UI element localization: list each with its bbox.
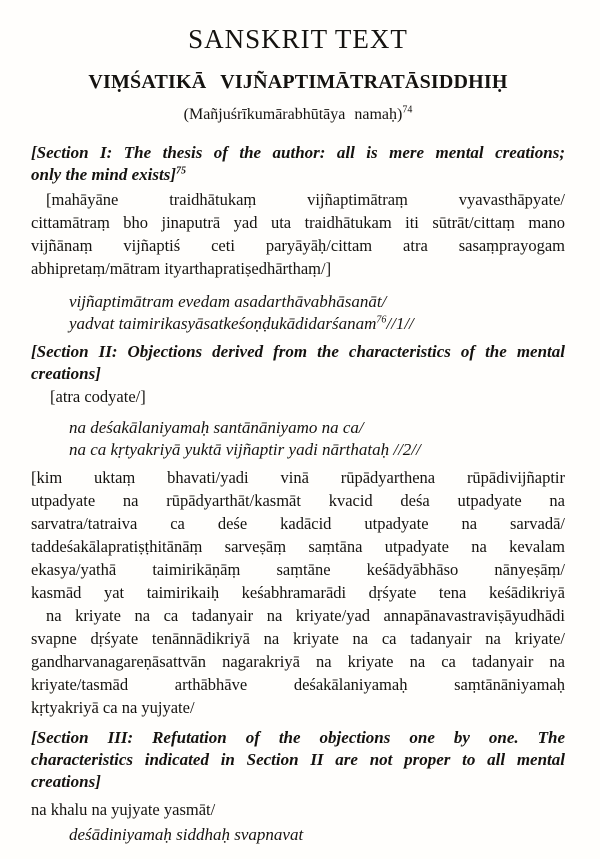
- paragraph-line: [kim uktaṃ bhavati/yadi vinā rūpādyarthena rūpādivijñaptir: [31, 468, 565, 487]
- paragraph-line: kasmād yat taimirikaiḥ keśabhramarādi dṛśyate tena keśādikriyā: [31, 583, 565, 602]
- main-heading: VIṂŚATIKĀ VIJÑAPTIMĀTRATĀSIDDHIḤ: [88, 71, 508, 93]
- section2-heading-line1: [Section II: Objections derived from the characteristics of the mental: [31, 342, 565, 361]
- page-title: SANSKRIT TEXT: [188, 24, 408, 54]
- paragraph-line: [mahāyāne traidhātukaṃ vijñaptimātraṃ vyavasthāpyate/: [46, 190, 565, 209]
- paragraph-line: svapne dṛśyate tenānnādikriyā na kriyate na ca tadanyair na kriyate/: [31, 629, 565, 648]
- section1-heading-line1: [Section I: The thesis of the author: all is mere mental creations;: [31, 143, 565, 162]
- paragraph-line: utpadyate na rūpādyarthāt/kasmāt kvacid deśa utpadyate na: [31, 491, 565, 510]
- paragraph-line: cittamātraṃ bho jinaputrā yad uta traidhātukam iti sūtrāt/cittaṃ mano: [31, 213, 565, 232]
- section1-heading-line2-text: only the mind exists]: [31, 165, 176, 184]
- paragraph-line: na kriyate na ca tadanyair na kriyate/yad annapānavastraviṣāyudhādi: [46, 606, 565, 625]
- verse-line-text: yadvat taimirikasyāsatkeśoṇḍukādidarśanam: [69, 313, 377, 333]
- section3-heading-line1: [Section III: Refutation of the objections one by one. The: [31, 728, 565, 747]
- verse-line: vijñaptimātram evedam asadarthāvabhāsanāt/: [69, 292, 387, 311]
- paragraph-line: abhipretaṃ/mātram ityarthapratiṣedhārthaṃ/]: [31, 259, 332, 278]
- section2-intro: [atra codyate/]: [50, 387, 146, 406]
- section2-heading-line2: creations]: [31, 364, 101, 383]
- footnote-ref-75: 75: [175, 165, 186, 177]
- paragraph-line: kriyate/tasmād arthābhāve deśakālaniyamaḥ saṃtānāniyamaḥ: [31, 675, 565, 694]
- section3-heading-line3: creations]: [31, 772, 101, 791]
- verse-2: [31, 417, 565, 460]
- verse-line: na ca kṛtyakriyā yuktā vijñaptir yadi nārthataḥ //2//: [69, 439, 421, 459]
- section3-prose-line: na khalu na yujyate yasmāt/: [31, 800, 216, 819]
- paragraph-line: gandharvanagareṇāsattvān nagarakriyā na kriyate na ca tadanyair na: [31, 652, 565, 671]
- section1-heading-line2: [31, 164, 565, 186]
- section1-paragraph: [31, 188, 565, 280]
- footnote-ref-74: 74: [402, 104, 413, 116]
- paragraph-line: kṛtyakriyā ca na yujyate/: [31, 698, 195, 717]
- verse-line: [69, 313, 565, 335]
- paragraph-line: ekasya/yathā taimirikāṇāṃ saṃtāne keśādyābhāso nānyeṣāṃ/: [31, 560, 565, 579]
- invocation-line: [31, 104, 565, 126]
- paragraph-line: taddeśakālapratiṣṭhitānāṃ sarveṣāṃ saṃtāna utpadyate na kevalam: [31, 537, 565, 556]
- section2-paragraph: [31, 466, 565, 719]
- paragraph-line: sarvatra/tatraiva ca deśe kadācid utpadyate na sarvadā/: [31, 514, 565, 533]
- verse-line: na deśakālaniyamaḥ santānāniyamo na ca/: [69, 418, 364, 437]
- verse-number: //1//: [386, 313, 414, 333]
- paragraph-line: vijñānaṃ vijñaptiś ceti paryāyāḥ/cittam atra sasaṃprayogam: [31, 236, 565, 255]
- invocation-text: (Mañjuśrīkumārabhūtāya namaḥ): [183, 106, 403, 123]
- verse-1: [31, 291, 565, 334]
- footnote-ref-76: 76: [376, 313, 387, 325]
- section3-verse-line: deśādiniyamaḥ siddhaḥ svapnavat: [69, 825, 304, 844]
- section3-heading-line2: characteristics indicated in Section II are not proper to all mental: [31, 750, 565, 769]
